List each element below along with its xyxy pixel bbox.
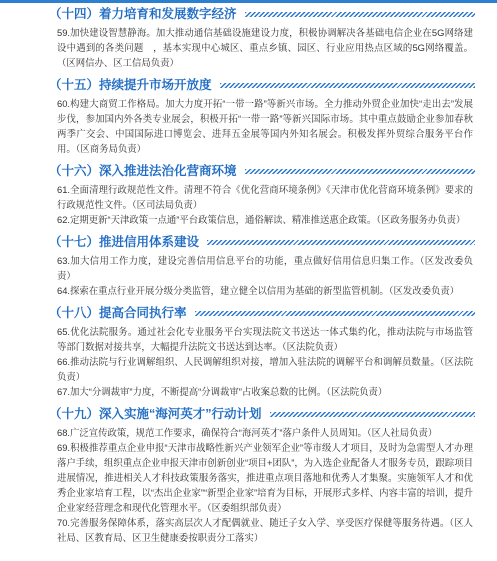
paragraph: 67.加大“分调裁审”力度，不断提高“分调裁审”占收案总数的比例。（区法院负责）	[57, 386, 388, 397]
section-heading	[0, 3, 497, 25]
section-title: （十四）着力培育和发展数字经济	[49, 7, 237, 21]
paragraph: 64.探索在重点行业开展分级分类监管，建立健全以信用为基础的新型监管机制。（区发改委负责）	[57, 285, 460, 296]
paragraph: 61.全面清理行政规范性文件。清理不符合《优化营商环境条例》《天津市优化营商环境条例》要求的行政规范性文件。（区司法局负责）	[57, 184, 473, 210]
section-divider-stripes	[270, 412, 475, 417]
section-heading	[0, 160, 497, 182]
paragraph: 69.积极推荐重点企业申报“天津市战略性新兴产业领军企业”等市级人才项目，及时为急需型人才办理落户手续，组织重点企业申报天津市创新创业“项目+团队”，为入选企业配备人才服务专员，跟踪项目进展情况，推进相关人才科技政策服务落实，推进重点项目落地和优秀人才集聚。实施领军人才和优秀企业家培育工程，以“杰出企业家”“新型企业家”培育为目标，开展形式多样、内容丰富的培训，提升企业家经营理念和现代化管理水平。（区委组织部负责）	[57, 442, 473, 513]
section-divider-stripes	[245, 12, 475, 17]
section-divider-stripes	[245, 169, 475, 174]
section-title: （十八）提高合同执行率	[49, 306, 187, 320]
section-heading	[0, 231, 497, 253]
section-divider-stripes	[195, 311, 475, 316]
paragraph: 68.广泛宣传政策，规范工作要求，确保符合“海河英才”落户条件人员周知。（区人社局负责）	[57, 427, 438, 438]
document-body	[0, 3, 497, 561]
section-divider-stripes	[220, 83, 475, 88]
section-title: （十六）深入推进法治化营商环境	[49, 164, 237, 178]
section-heading	[0, 403, 497, 425]
section-heading	[0, 74, 497, 96]
paragraph: 63.加大信用工作力度，建设完善信用信息平台的功能，重点做好信用信息归集工作。（区发改委负责）	[57, 255, 473, 281]
section-title: （十七）推进信用体系建设	[49, 235, 200, 249]
section-divider-stripes	[207, 240, 475, 245]
paragraph: 70.完善服务保障体系，落实高层次人才配偶就业、随迁子女入学、享受医疗保健等服务待遇。（区人社局、区教育局、区卫生健康委按职责分工落实）	[57, 517, 473, 543]
paragraph: 65.优化法院服务。通过社会化专业服务平台实现法院文书送达一体式集约化，推动法院与市场监管等部门数据对接共享，大幅提升法院文书送达到达率。（区法院负责）	[57, 326, 473, 352]
paragraph: 59.加快建设智慧静海。加大推动通信基础设施建设力度，积极协调解决各基础电信企业在5G网络建设中遇到的各类问题 ，基本实现中心城区、重点乡镇、园区、行业应用热点区域的5G网络覆盖。（区网信办、区工信局负责）	[57, 27, 473, 68]
section-title: （十五）持续提升市场开放度	[49, 78, 212, 92]
section-title: （十九）深入实施“海河英才”行动计划	[49, 407, 262, 421]
paragraph: 66.推动法院与行业调解组织、人民调解组织对接，增加入驻法院的调解平台和调解员数量。（区法院负责）	[57, 356, 473, 382]
section-heading	[0, 302, 497, 324]
paragraph: 60.构建大商贸工作格局。加大力度开拓“一带一路”等新兴市场。全力推动外贸企业加快“走出去”发展步伐，参加国内外各类专业展会，积极开拓“一带一路”等新兴国际市场。其中重点鼓励企业参加春秋两季广交会、中国国际进口博览会、进拜五金展等国内外知名展会。积极发挥外贸综合服务平台作用。（区商务局负责）	[57, 98, 473, 154]
paragraph: 62.定期更新“天津政策一点通”平台政策信息，通俗解读、精准推送惠企政策。（区政务服务办负责）	[57, 214, 466, 225]
